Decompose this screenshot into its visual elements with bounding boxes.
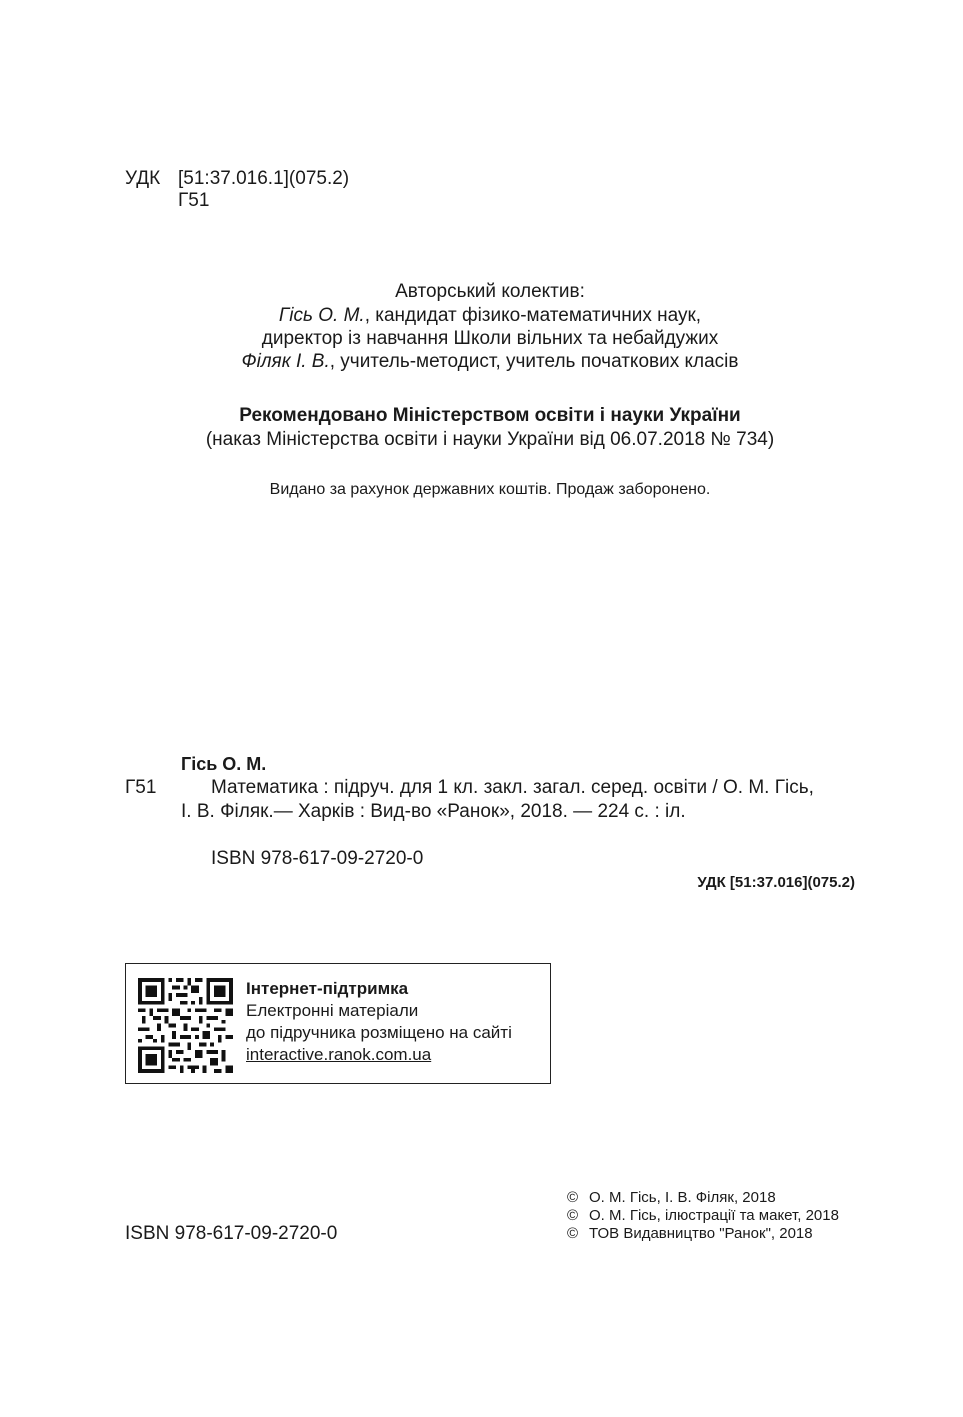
internet-support-line1: Електронні матеріали <box>246 1001 419 1020</box>
author-mark: Г51 <box>178 190 210 211</box>
qr-code-icon[interactable] <box>138 978 233 1073</box>
author1-name: Гісь О. М. <box>278 305 365 326</box>
copyright-line <box>567 1207 839 1225</box>
bib-author: Гісь О. М. <box>181 754 267 774</box>
author2-desc: , учитель-методист, учитель початкових класів <box>329 351 739 372</box>
copyright-list <box>567 1189 839 1243</box>
footer-isbn: ISBN 978-617-09-2720-0 <box>125 1223 338 1244</box>
free-distribution-notice: Видано за рахунок державних коштів. Продаж заборонено. <box>269 481 711 498</box>
internet-support-title: Інтернет-підтримка <box>246 979 409 998</box>
recommendation-title: Рекомендовано Міністерством освіти і науки України <box>239 405 741 426</box>
recommendation-order: (наказ Міністерства освіти і науки України від 06.07.2018 № 734) <box>205 429 775 450</box>
bib-isbn: ISBN 978-617-09-2720-0 <box>211 848 424 869</box>
copyright-symbol: © <box>567 1189 579 1206</box>
bib-line2: І. В. Філяк.— Харків : Вид-во «Ранок», 2018. — 224 с. : іл. <box>181 801 686 822</box>
copyright-text: О. М. Гісь, ілюстрації та макет, 2018 <box>589 1207 839 1224</box>
author1-desc-line2: директор із навчання Школи вільних та небайдужих <box>261 328 719 349</box>
copyright-symbol: © <box>567 1225 579 1242</box>
bib-mark: Г51 <box>125 777 157 798</box>
internet-support-line2: до підручника розміщено на сайті <box>246 1023 512 1042</box>
bib-line1: Математика : підруч. для 1 кл. закл. загал. серед. освіти / О. М. Гісь, <box>211 777 814 798</box>
copyright-line <box>567 1189 839 1207</box>
udk-code: [51:37.016.1](075.2) <box>178 168 350 189</box>
internet-support-link[interactable]: interactive.ranok.com.ua <box>246 1045 432 1064</box>
author1-line <box>0 305 963 327</box>
author1-desc: , кандидат фізико-математичних наук, <box>364 305 702 326</box>
internet-support-box <box>125 963 551 1084</box>
copyright-text: О. М. Гісь, І. В. Філяк, 2018 <box>589 1189 776 1206</box>
author2-line <box>0 351 963 373</box>
udk-label: УДК <box>125 168 161 189</box>
copyright-text: ТОВ Видавництво "Ранок", 2018 <box>589 1225 813 1242</box>
copyright-symbol: © <box>567 1207 579 1224</box>
authors-heading: Авторський колектив: <box>395 281 585 302</box>
copyright-line <box>567 1225 839 1243</box>
bib-udk: УДК [51:37.016](075.2) <box>697 874 855 891</box>
author2-name: Філяк І. В. <box>241 351 330 372</box>
